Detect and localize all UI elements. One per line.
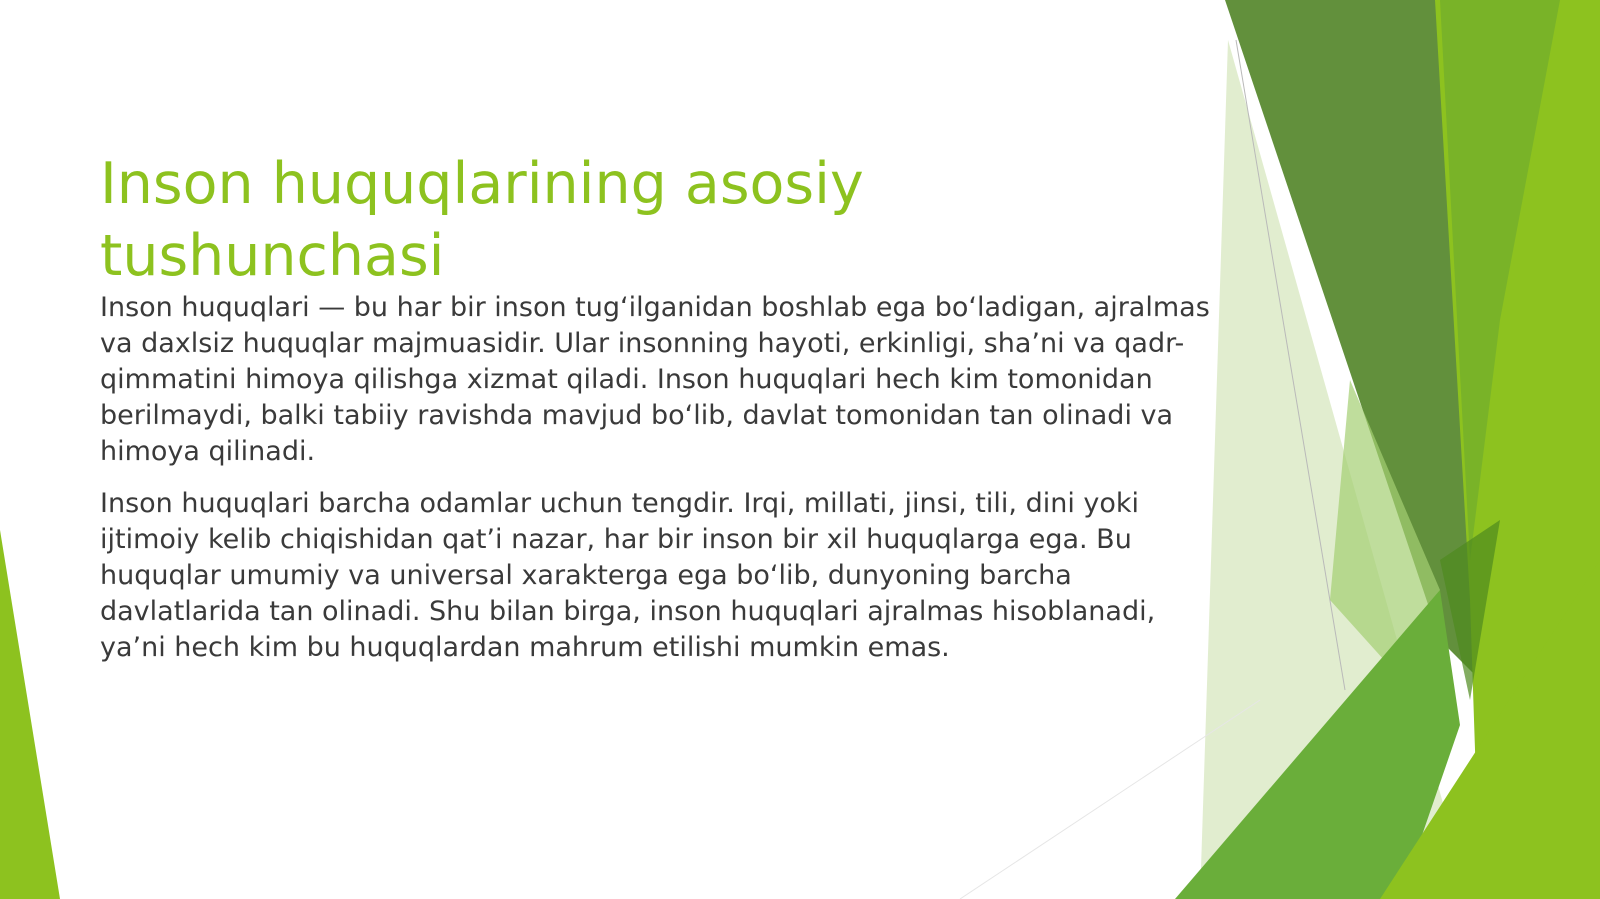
left-green-triangle — [0, 530, 60, 899]
slide-body — [100, 290, 1210, 682]
paragraph-1: Inson huquqlari — bu har bir inson tug‘ilganidan boshlab ega bo‘ladigan, ajralmas va daxlsiz huquqlar majmuasidir. Ular insonning hayoti, erkinligi, sha’ni va qadr-qimmatini himoya qilishga xizmat qiladi. Inson huquqlari hech kim tomonidan berilmaydi, balki tabiiy ravishda mavjud bo‘lib, davlat tomonidan tan olinadi va himoya qilinadi. — [100, 292, 1210, 467]
slide-title: Inson huquqlarining asosiy tushunchasi — [100, 151, 864, 289]
paragraph-2: Inson huquqlari barcha odamlar uchun tengdir. Irqi, millati, jinsi, tili, dini yoki ijtimoiy kelib chiqishidan qat’i nazar, har bir inson bir xil huquqlarga ega. Bu huquqlar umumiy va universal xarakterga ega bo‘lib, dunyoning barcha davlatlarida tan olinadi. Shu bilan birga, inson huquqlari ajralmas hisoblanadi, ya’ni hech kim bu huquqlardan mahrum etilishi mumkin emas. — [100, 488, 1156, 663]
